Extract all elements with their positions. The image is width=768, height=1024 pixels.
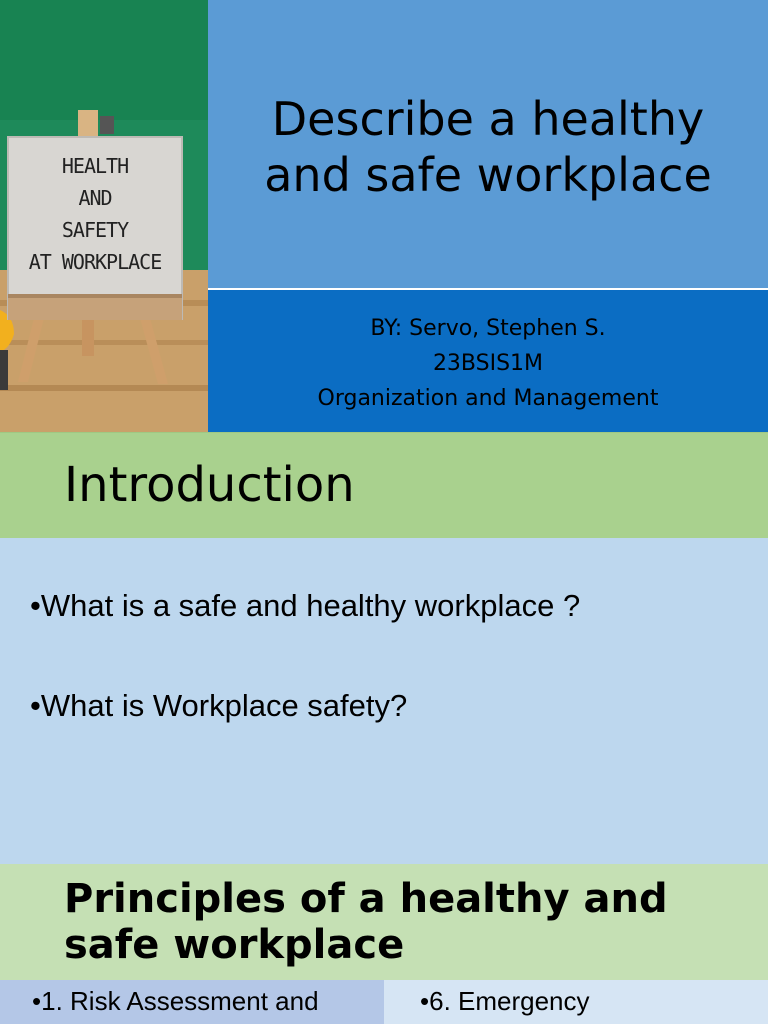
- principles-title-line: Principles of a healthy and: [64, 876, 668, 922]
- principles-right-column: [384, 980, 768, 1024]
- sign-line: AT WORKPLACE: [28, 250, 162, 274]
- principles-header: [0, 864, 768, 980]
- bullet-item: •What is Workplace safety?: [30, 688, 408, 723]
- sign-line: SAFETY: [61, 218, 129, 242]
- introduction-slide: [0, 432, 768, 864]
- introduction-body: [0, 538, 768, 864]
- section-code: 23BSIS1M: [432, 350, 544, 376]
- introduction-header: [0, 432, 768, 538]
- title-slide: [0, 0, 768, 432]
- sign-line: AND: [78, 186, 112, 210]
- principles-left-column: [0, 980, 384, 1024]
- slide-title-line: and safe workplace: [264, 148, 712, 202]
- author-line: BY: Servo, Stephen S.: [370, 315, 606, 341]
- principle-item: •6. Emergency: [420, 986, 590, 1016]
- principles-title-line: safe workplace: [64, 922, 405, 968]
- course-name: Organization and Management: [317, 385, 659, 411]
- health-safety-sign-photo: [0, 0, 208, 432]
- title-panel: [208, 0, 768, 288]
- principles-slide: [0, 864, 768, 1024]
- principles-title: [64, 876, 668, 968]
- sign-line: HEALTH: [61, 154, 129, 178]
- sign-text: [8, 150, 182, 278]
- introduction-title: Introduction: [64, 457, 355, 513]
- bullet-item: •What is a safe and healthy workplace ?: [30, 588, 581, 623]
- slide-title: [264, 91, 712, 203]
- slide-title-line: Describe a healthy: [271, 92, 705, 146]
- principle-item: •1. Risk Assessment and: [32, 986, 319, 1016]
- byline-panel: [208, 290, 768, 432]
